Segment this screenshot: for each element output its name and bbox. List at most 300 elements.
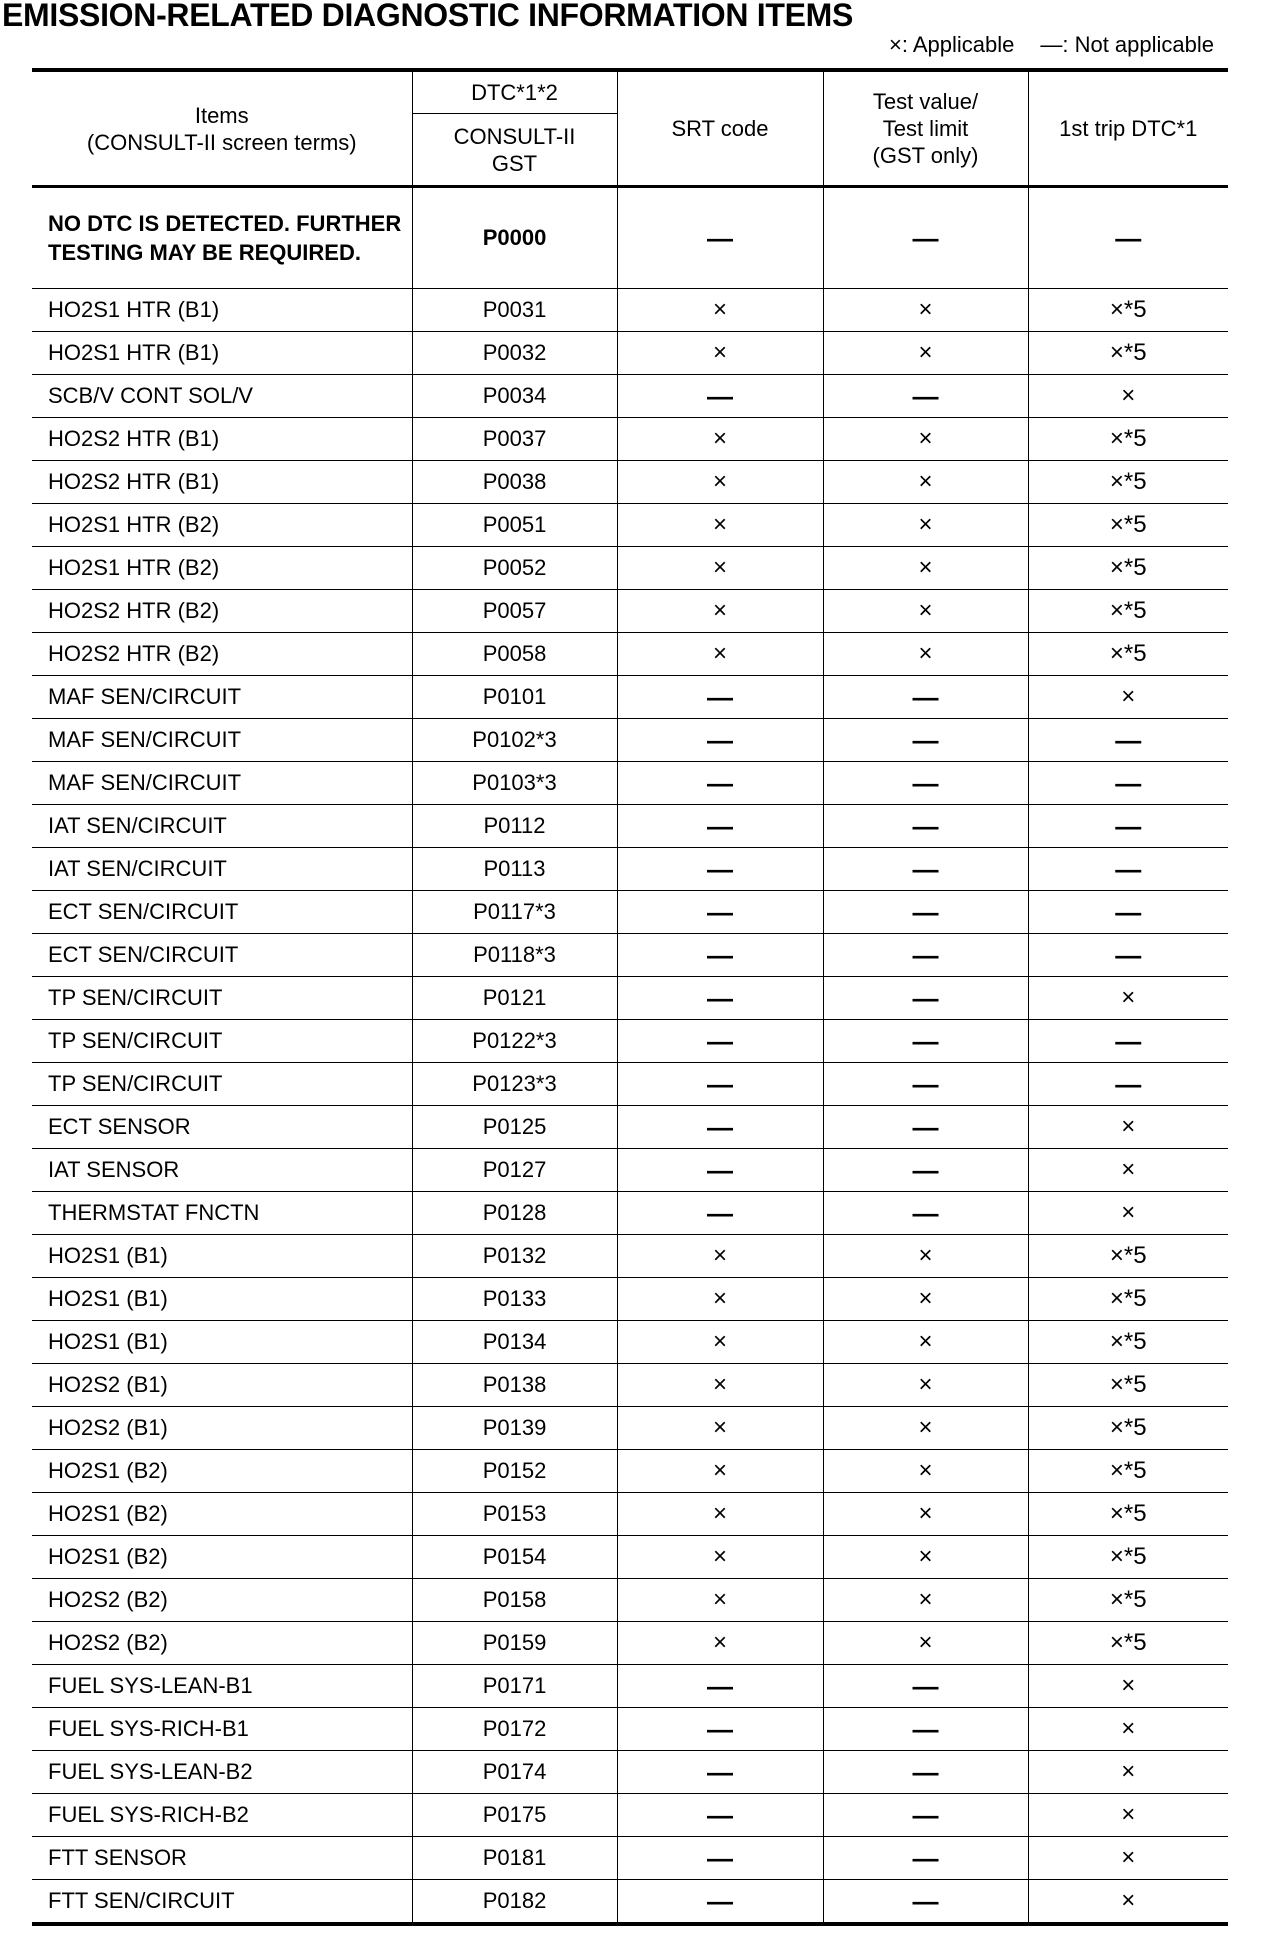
test-value-cell bbox=[823, 1063, 1028, 1106]
table-row bbox=[32, 332, 1228, 375]
srt-cell-text: × bbox=[712, 1500, 727, 1527]
first-trip-cell-text: × bbox=[1121, 1199, 1136, 1226]
first-trip-cell-text: ×*5 bbox=[1109, 1586, 1147, 1613]
test-value-cell bbox=[823, 633, 1028, 676]
srt-cell bbox=[617, 1665, 823, 1708]
first-trip-cell bbox=[1028, 1579, 1228, 1622]
srt-cell bbox=[617, 633, 823, 676]
table-row bbox=[32, 934, 1228, 977]
test-value-cell-text: — bbox=[912, 1154, 939, 1185]
first-trip-cell bbox=[1028, 375, 1228, 418]
first-trip-cell bbox=[1028, 1751, 1228, 1794]
dtc-cell bbox=[412, 1321, 617, 1364]
first-trip-cell-text: ×*5 bbox=[1109, 640, 1147, 667]
first-trip-cell bbox=[1028, 590, 1228, 633]
dtc-cell bbox=[412, 1880, 617, 1925]
test-value-cell-text: — bbox=[912, 767, 939, 798]
first-trip-cell-text: ×*5 bbox=[1109, 554, 1147, 581]
item-cell-text: HO2S2 (B1) bbox=[48, 1415, 168, 1440]
table-row bbox=[32, 1149, 1228, 1192]
test-value-cell bbox=[823, 1751, 1028, 1794]
dtc-cell bbox=[412, 590, 617, 633]
srt-cell-text: × bbox=[712, 597, 727, 624]
test-value-cell-text: × bbox=[918, 339, 933, 366]
dtc-cell bbox=[412, 1794, 617, 1837]
srt-cell bbox=[617, 461, 823, 504]
item-cell bbox=[32, 1020, 412, 1063]
srt-cell bbox=[617, 1536, 823, 1579]
table-row bbox=[32, 719, 1228, 762]
first-trip-cell-text: — bbox=[1115, 810, 1142, 841]
item-cell bbox=[32, 1665, 412, 1708]
srt-cell-text: — bbox=[707, 1842, 733, 1873]
test-value-cell-text: × bbox=[918, 1629, 933, 1656]
srt-cell bbox=[617, 1579, 823, 1622]
srt-cell-text: — bbox=[707, 767, 733, 798]
table-row bbox=[32, 1665, 1228, 1708]
dtc-cell-text: P0000 bbox=[482, 225, 547, 250]
first-trip-cell bbox=[1028, 1106, 1228, 1149]
dtc-cell-text: P0058 bbox=[482, 641, 547, 666]
dtc-cell-text: P0153 bbox=[482, 1501, 547, 1526]
first-trip-cell bbox=[1028, 1020, 1228, 1063]
test-value-cell bbox=[823, 332, 1028, 375]
dtc-cell bbox=[412, 1665, 617, 1708]
item-cell bbox=[32, 805, 412, 848]
test-value-cell-text: — bbox=[912, 853, 939, 884]
diagnostic-items-table bbox=[32, 68, 1228, 1926]
item-cell bbox=[32, 848, 412, 891]
item-cell-text: HO2S1 HTR (B1) bbox=[48, 297, 220, 322]
first-trip-cell bbox=[1028, 805, 1228, 848]
dtc-cell bbox=[412, 676, 617, 719]
table-row bbox=[32, 187, 1228, 289]
test-value-cell bbox=[823, 1579, 1028, 1622]
first-trip-cell bbox=[1028, 1149, 1228, 1192]
first-trip-cell-text: — bbox=[1115, 1068, 1142, 1099]
test-value-cell-text: — bbox=[912, 1713, 939, 1744]
table-row bbox=[32, 676, 1228, 719]
first-trip-cell-text: — bbox=[1115, 767, 1142, 798]
first-trip-cell bbox=[1028, 1235, 1228, 1278]
test-value-cell bbox=[823, 1149, 1028, 1192]
dtc-cell-text: P0113 bbox=[483, 856, 546, 881]
srt-cell-text: — bbox=[707, 380, 733, 411]
srt-cell-text: × bbox=[712, 1371, 727, 1398]
test-value-cell bbox=[823, 1407, 1028, 1450]
first-trip-cell bbox=[1028, 1794, 1228, 1837]
first-trip-cell-text: ×*5 bbox=[1109, 296, 1147, 323]
test-value-cell-text: × bbox=[918, 511, 933, 538]
srt-cell bbox=[617, 1020, 823, 1063]
first-trip-cell bbox=[1028, 1450, 1228, 1493]
legend bbox=[889, 34, 1214, 56]
srt-cell bbox=[617, 1321, 823, 1364]
srt-cell-text: — bbox=[707, 1025, 733, 1056]
test-value-cell-text: × bbox=[918, 296, 933, 323]
dtc-cell-text: P0032 bbox=[482, 340, 547, 365]
first-trip-cell-text: ×*5 bbox=[1109, 339, 1147, 366]
first-trip-cell-text: ×*5 bbox=[1109, 1285, 1147, 1312]
item-cell bbox=[32, 1321, 412, 1364]
test-value-cell-text: — bbox=[912, 1799, 939, 1830]
item-cell-text: MAF SEN/CIRCUIT bbox=[48, 727, 242, 752]
dtc-cell bbox=[412, 418, 617, 461]
item-cell bbox=[32, 1364, 412, 1407]
srt-cell bbox=[617, 1278, 823, 1321]
dtc-cell-text: P0134 bbox=[482, 1329, 547, 1354]
legend-applicable: ×: Applicable bbox=[888, 32, 1015, 57]
table-row bbox=[32, 1536, 1228, 1579]
first-trip-cell bbox=[1028, 461, 1228, 504]
item-cell bbox=[32, 1751, 412, 1794]
test-value-cell bbox=[823, 1278, 1028, 1321]
test-value-cell bbox=[823, 676, 1028, 719]
dtc-cell bbox=[412, 1536, 617, 1579]
table-row bbox=[32, 461, 1228, 504]
dtc-cell bbox=[412, 1106, 617, 1149]
item-cell-text: IAT SEN/CIRCUIT bbox=[48, 856, 227, 881]
srt-cell bbox=[617, 547, 823, 590]
dtc-cell bbox=[412, 977, 617, 1020]
item-cell-text: FUEL SYS-RICH-B1 bbox=[48, 1716, 249, 1741]
test-value-cell bbox=[823, 461, 1028, 504]
item-cell bbox=[32, 590, 412, 633]
first-trip-cell bbox=[1028, 891, 1228, 934]
dtc-cell bbox=[412, 1278, 617, 1321]
test-value-cell bbox=[823, 547, 1028, 590]
dtc-cell bbox=[412, 762, 617, 805]
table-row bbox=[32, 590, 1228, 633]
table-row bbox=[32, 1192, 1228, 1235]
item-cell bbox=[32, 1235, 412, 1278]
dtc-cell bbox=[412, 633, 617, 676]
page-title: EMISSION-RELATED DIAGNOSTIC INFORMATION ITEMS bbox=[2, 0, 854, 33]
dtc-cell bbox=[412, 1837, 617, 1880]
test-value-cell-text: × bbox=[918, 554, 933, 581]
first-trip-cell-text: — bbox=[1115, 222, 1142, 253]
header-test-line2: Test limit bbox=[882, 116, 969, 141]
dtc-cell-text: P0128 bbox=[482, 1200, 547, 1225]
test-value-cell-text: — bbox=[912, 380, 939, 411]
dtc-cell bbox=[412, 1235, 617, 1278]
srt-cell-text: — bbox=[707, 1799, 733, 1830]
test-value-cell-text: — bbox=[912, 1111, 939, 1142]
test-value-cell-text: — bbox=[912, 1842, 939, 1873]
first-trip-cell-text: × bbox=[1121, 1844, 1136, 1871]
srt-cell-text: — bbox=[707, 1756, 733, 1787]
item-cell-text: HO2S2 HTR (B2) bbox=[48, 641, 220, 666]
dtc-cell-text: P0118*3 bbox=[473, 942, 556, 967]
dtc-cell bbox=[412, 805, 617, 848]
first-trip-cell-text: — bbox=[1115, 853, 1142, 884]
item-cell bbox=[32, 1837, 412, 1880]
table-row bbox=[32, 1794, 1228, 1837]
dtc-cell bbox=[412, 547, 617, 590]
first-trip-cell bbox=[1028, 1665, 1228, 1708]
table-row bbox=[32, 1063, 1228, 1106]
first-trip-cell-text: ×*5 bbox=[1109, 1457, 1147, 1484]
dtc-cell bbox=[412, 1407, 617, 1450]
table-row bbox=[32, 1622, 1228, 1665]
test-value-cell bbox=[823, 418, 1028, 461]
item-cell-text: IAT SENSOR bbox=[48, 1157, 180, 1182]
first-trip-cell bbox=[1028, 1837, 1228, 1880]
dtc-cell-text: P0152 bbox=[482, 1458, 547, 1483]
first-trip-cell-text: — bbox=[1115, 1025, 1142, 1056]
item-cell-text: HO2S1 HTR (B1) bbox=[48, 340, 220, 365]
srt-cell bbox=[617, 1407, 823, 1450]
table-row bbox=[32, 375, 1228, 418]
item-cell-text: HO2S2 (B1) bbox=[48, 1372, 168, 1397]
first-trip-cell-text: × bbox=[1121, 1156, 1136, 1183]
header-dtc-gst: GST bbox=[491, 150, 538, 176]
srt-cell-text: × bbox=[712, 1586, 727, 1613]
test-value-cell bbox=[823, 1794, 1028, 1837]
dtc-cell bbox=[412, 934, 617, 977]
srt-cell-text: — bbox=[707, 810, 733, 841]
dtc-cell bbox=[412, 461, 617, 504]
first-trip-cell-text: × bbox=[1121, 1113, 1136, 1140]
dtc-cell bbox=[412, 1579, 617, 1622]
test-value-cell bbox=[823, 805, 1028, 848]
item-cell-text: TP SEN/CIRCUIT bbox=[48, 1071, 223, 1096]
first-trip-cell-text: ×*5 bbox=[1109, 1371, 1147, 1398]
item-cell bbox=[32, 1794, 412, 1837]
test-value-cell-text: — bbox=[912, 1068, 939, 1099]
test-value-cell-text: × bbox=[918, 425, 933, 452]
dtc-cell bbox=[412, 1708, 617, 1751]
test-value-cell-text: × bbox=[918, 1414, 933, 1441]
header-items bbox=[32, 70, 412, 187]
item-cell bbox=[32, 977, 412, 1020]
item-cell bbox=[32, 375, 412, 418]
table-row bbox=[32, 1751, 1228, 1794]
table-row bbox=[32, 1837, 1228, 1880]
first-trip-cell bbox=[1028, 1493, 1228, 1536]
dtc-cell bbox=[412, 1622, 617, 1665]
srt-cell-text: × bbox=[712, 296, 727, 323]
first-trip-cell-text: — bbox=[1115, 939, 1142, 970]
test-value-cell bbox=[823, 1321, 1028, 1364]
test-value-cell bbox=[823, 1106, 1028, 1149]
first-trip-cell bbox=[1028, 676, 1228, 719]
test-value-cell-text: — bbox=[912, 1197, 939, 1228]
table-body bbox=[32, 187, 1228, 1925]
srt-cell-text: × bbox=[712, 640, 727, 667]
first-trip-cell-text: × bbox=[1121, 1801, 1136, 1828]
first-trip-cell bbox=[1028, 1407, 1228, 1450]
table-row bbox=[32, 1235, 1228, 1278]
first-trip-cell bbox=[1028, 332, 1228, 375]
legend-not-applicable: —: Not applicable bbox=[1040, 32, 1214, 57]
first-trip-cell bbox=[1028, 719, 1228, 762]
dtc-cell-text: P0175 bbox=[482, 1802, 547, 1827]
table-row bbox=[32, 977, 1228, 1020]
test-value-cell bbox=[823, 1450, 1028, 1493]
header-test bbox=[823, 70, 1028, 187]
item-cell-text: ECT SENSOR bbox=[48, 1114, 191, 1139]
srt-cell-text: × bbox=[712, 1328, 727, 1355]
srt-cell bbox=[617, 590, 823, 633]
srt-cell-text: — bbox=[707, 1068, 733, 1099]
item-cell bbox=[32, 504, 412, 547]
test-value-cell-text: × bbox=[918, 1285, 933, 1312]
first-trip-cell-text: ×*5 bbox=[1109, 1500, 1147, 1527]
first-trip-cell-text: × bbox=[1121, 683, 1136, 710]
first-trip-cell-text: × bbox=[1121, 1887, 1136, 1914]
dtc-cell bbox=[412, 1192, 617, 1235]
srt-cell bbox=[617, 1106, 823, 1149]
dtc-cell-text: P0158 bbox=[482, 1587, 547, 1612]
srt-cell bbox=[617, 719, 823, 762]
test-value-cell-text: — bbox=[912, 1885, 939, 1916]
srt-cell-text: — bbox=[707, 982, 733, 1013]
first-trip-cell bbox=[1028, 1708, 1228, 1751]
dtc-cell-text: P0112 bbox=[483, 813, 546, 838]
first-trip-cell bbox=[1028, 1192, 1228, 1235]
dtc-cell-text: P0139 bbox=[482, 1415, 547, 1440]
dtc-cell-text: P0051 bbox=[482, 512, 547, 537]
srt-cell bbox=[617, 1708, 823, 1751]
srt-cell-text: — bbox=[707, 1670, 733, 1701]
first-trip-cell-text: × bbox=[1121, 382, 1136, 409]
test-value-cell-text: — bbox=[912, 1025, 939, 1056]
first-trip-cell bbox=[1028, 187, 1228, 289]
dtc-cell-text: P0174 bbox=[482, 1759, 547, 1784]
dtc-cell-text: P0181 bbox=[482, 1845, 547, 1870]
srt-cell-text: — bbox=[707, 681, 733, 712]
table-row bbox=[32, 1708, 1228, 1751]
dtc-cell bbox=[412, 1450, 617, 1493]
test-value-cell bbox=[823, 762, 1028, 805]
test-value-cell bbox=[823, 1020, 1028, 1063]
first-trip-cell-text: — bbox=[1115, 724, 1142, 755]
dtc-cell bbox=[412, 1063, 617, 1106]
test-value-cell bbox=[823, 1708, 1028, 1751]
dtc-cell-text: P0138 bbox=[482, 1372, 547, 1397]
dtc-cell-text: P0117*3 bbox=[473, 899, 556, 924]
item-cell bbox=[32, 547, 412, 590]
first-trip-cell bbox=[1028, 633, 1228, 676]
srt-cell bbox=[617, 848, 823, 891]
item-cell-text: FUEL SYS-RICH-B2 bbox=[48, 1802, 249, 1827]
srt-cell-text: — bbox=[707, 1154, 733, 1185]
first-trip-cell bbox=[1028, 1321, 1228, 1364]
dtc-cell bbox=[412, 187, 617, 289]
srt-cell-text: — bbox=[707, 939, 733, 970]
srt-cell-text: — bbox=[707, 1713, 733, 1744]
dtc-cell-text: P0122*3 bbox=[472, 1028, 557, 1053]
dtc-cell-text: P0038 bbox=[482, 469, 547, 494]
item-cell bbox=[32, 719, 412, 762]
table-row bbox=[32, 1020, 1228, 1063]
srt-cell-text: — bbox=[707, 724, 733, 755]
header-items-label: Items bbox=[194, 102, 249, 128]
item-cell-text: ECT SEN/CIRCUIT bbox=[48, 899, 239, 924]
srt-cell bbox=[617, 332, 823, 375]
test-value-cell-text: × bbox=[918, 1371, 933, 1398]
table-row bbox=[32, 1880, 1228, 1925]
header-srt: SRT code bbox=[617, 70, 823, 187]
item-cell bbox=[32, 1106, 412, 1149]
srt-cell bbox=[617, 1149, 823, 1192]
test-value-cell bbox=[823, 1880, 1028, 1925]
test-value-cell-text: × bbox=[918, 1543, 933, 1570]
first-trip-cell bbox=[1028, 418, 1228, 461]
test-value-cell-text: — bbox=[912, 810, 939, 841]
srt-cell bbox=[617, 1364, 823, 1407]
srt-cell bbox=[617, 1192, 823, 1235]
srt-cell-text: × bbox=[712, 1414, 727, 1441]
dtc-cell bbox=[412, 375, 617, 418]
test-value-cell-text: × bbox=[918, 1500, 933, 1527]
test-value-cell-text: × bbox=[918, 1586, 933, 1613]
first-trip-cell bbox=[1028, 1622, 1228, 1665]
test-value-cell bbox=[823, 187, 1028, 289]
item-cell bbox=[32, 1407, 412, 1450]
dtc-cell-text: P0034 bbox=[482, 383, 547, 408]
srt-cell-text: × bbox=[712, 1285, 727, 1312]
srt-cell bbox=[617, 187, 823, 289]
test-value-cell bbox=[823, 1192, 1028, 1235]
dtc-cell bbox=[412, 1493, 617, 1536]
srt-cell-text: — bbox=[707, 1111, 733, 1142]
dtc-cell-text: P0133 bbox=[482, 1286, 547, 1311]
srt-cell-text: × bbox=[712, 425, 727, 452]
dtc-cell bbox=[412, 891, 617, 934]
item-cell-text: IAT SEN/CIRCUIT bbox=[48, 813, 227, 838]
srt-cell-text: — bbox=[707, 1885, 733, 1916]
dtc-cell bbox=[412, 719, 617, 762]
first-trip-cell-text: ×*5 bbox=[1109, 511, 1147, 538]
table-row bbox=[32, 1364, 1228, 1407]
first-trip-cell-text: × bbox=[1121, 1672, 1136, 1699]
dtc-cell-text: P0121 bbox=[482, 985, 547, 1010]
dtc-cell bbox=[412, 1020, 617, 1063]
item-cell-text: TP SEN/CIRCUIT bbox=[48, 1028, 223, 1053]
srt-cell-text: × bbox=[712, 511, 727, 538]
item-cell-text: HO2S2 (B2) bbox=[48, 1587, 168, 1612]
item-cell bbox=[32, 1536, 412, 1579]
test-value-cell-text: — bbox=[912, 1670, 939, 1701]
item-cell bbox=[32, 762, 412, 805]
first-trip-cell-text: ×*5 bbox=[1109, 1328, 1147, 1355]
item-cell bbox=[32, 891, 412, 934]
table-row bbox=[32, 762, 1228, 805]
srt-cell-text: × bbox=[712, 1543, 727, 1570]
test-value-cell-text: — bbox=[912, 222, 939, 253]
test-value-cell bbox=[823, 1837, 1028, 1880]
test-value-cell-text: × bbox=[918, 1328, 933, 1355]
srt-cell-text: — bbox=[707, 896, 733, 927]
first-trip-cell-text: ×*5 bbox=[1109, 1242, 1147, 1269]
srt-cell bbox=[617, 1235, 823, 1278]
first-trip-cell-text: ×*5 bbox=[1109, 597, 1147, 624]
first-trip-cell-text: ×*5 bbox=[1109, 468, 1147, 495]
srt-cell bbox=[617, 289, 823, 332]
table-row bbox=[32, 1106, 1228, 1149]
item-cell-text: HO2S1 (B1) bbox=[48, 1329, 168, 1354]
dtc-cell bbox=[412, 289, 617, 332]
srt-cell bbox=[617, 1837, 823, 1880]
first-trip-cell bbox=[1028, 762, 1228, 805]
item-cell bbox=[32, 1149, 412, 1192]
srt-cell-text: × bbox=[712, 1242, 727, 1269]
srt-cell bbox=[617, 762, 823, 805]
srt-cell bbox=[617, 1622, 823, 1665]
first-trip-cell bbox=[1028, 934, 1228, 977]
